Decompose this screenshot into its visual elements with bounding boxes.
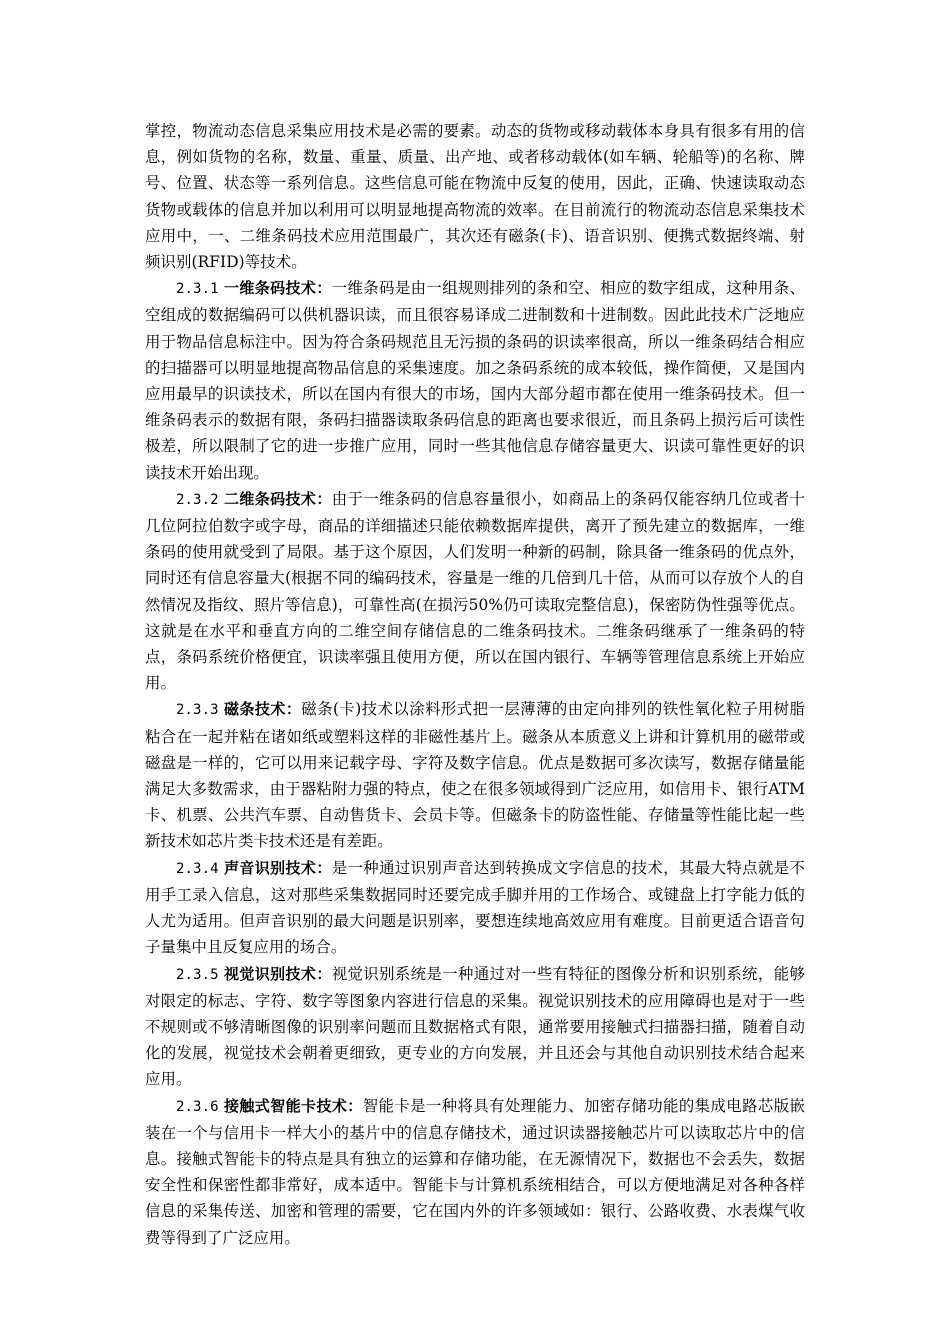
document-page [145, 118, 805, 1251]
section-2-3-5 [145, 961, 805, 1093]
intro-paragraph: 掌控，物流动态信息采集应用技术是必需的要素。动态的货物或移动载体本身具有很多有用的信息，例如货物的名称，数量、重量、质量、出产地、或者移动载体(如车辆、轮船等)的名称、牌号、位置、状态等一系列信息。这些信息可能在物流中反复的使用，因此，正确、快速读取动态货物或载体的信息并加以利用可以明显地提高物流的效率。在目前流行的物流动态信息采集技术应用中，一、二维条码技术应用范围最广，其次还有磁条(卡)、语音识别、便携式数据终端、射频识别(RFID)等技术。 [145, 122, 805, 272]
section-number: 2.3.6 [176, 1098, 219, 1115]
section-number: 2.3.3 [176, 702, 219, 719]
section-body: 由于一维条码的信息容量很小，如商品上的条码仅能容纳几位或者十几位阿拉伯数字或字母，商品的详细描述只能依赖数据库提供，离开了预先建立的数据库，一维条码的使用就受到了局限。基于这个原因，人们发明一种新的码制，除具备一维条码的优点外，同时还有信息容量大(根据不同的编码技术，容量是一维的几倍到几十倍，从而可以存放个人的自然情况及指纹、照片等信息)，可靠性高(在损污50%仍可读取完整信息)，保密防伪性强等优点。这就是在水平和垂直方向的二维空间存储信息的二维条码技术。二维条码继承了一维条码的特点，条码系统价格便宜，识读率强且使用方便，所以在国内银行、车辆等管理信息系统上开始应用。 [145, 489, 805, 693]
section-title: 视觉识别技术： [223, 964, 332, 983]
section-number: 2.3.1 [176, 281, 219, 298]
section-2-3-3 [145, 696, 805, 854]
section-title: 声音识别技术： [223, 858, 332, 877]
section-number: 2.3.4 [176, 860, 219, 877]
section-body: 是一种通过识别声音达到转换成文字信息的技术，其最大特点就是不用手工录入信息，这对那些采集数据同时还要完成手脚并用的工作场合、或键盘上打字能力低的人尤为适用。但声音识别的最大问题是识别率，要想连续地高效应用有难度。目前更适合语音句子量集中且反复应用的场合。 [145, 858, 805, 957]
section-body: 智能卡是一种将具有处理能力、加密存储功能的集成电路芯版嵌装在一个与信用卡一样大小的基片中的信息存储技术，通过识读器接触芯片可以读取芯片中的信息。接触式智能卡的特点是具有独立的运算和存储功能，在无源情况下，数据也不会丢失，数据安全性和保密性都非常好，成本适中。智能卡与计算机系统相结合，可以方便地满足对各种各样信息的采集传送、加密和管理的需要，它在国内外的许多领域如：银行、公路收费、水表煤气收费等得到了广泛应用。 [145, 1096, 805, 1247]
section-title: 磁条技术： [224, 700, 302, 719]
section-body: 视觉识别系统是一种通过对一些有特征的图像分析和识别系统，能够对限定的标志、字符、数字等图象内容进行信息的采集。视觉识别技术的应用障碍也是对于一些不规则或不够清晰图像的识别率问题而且数据格式有限，通常要用接触式扫描器扫描，随着自动化的发展，视觉技术会朝着更细致，更专业的方向发展，并且还会与其他自动识别技术结合起来应用。 [145, 964, 805, 1089]
section-2-3-1 [145, 275, 805, 486]
section-title: 二维条码技术： [223, 489, 332, 508]
section-title: 接触式智能卡技术： [223, 1096, 363, 1115]
section-body: 磁条(卡)技术以涂料形式把一层薄薄的由定向排列的铁性氧化粒子用树脂粘合在一起并粘在诸如纸或塑料这样的非磁性基片上。磁条从本质意义上讲和计算机用的磁带或磁盘是一样的，它可以用来记载字母、字符及数字信息。优点是数据可多次读写，数据存储量能满足大多数需求，由于器粘附力强的特点，使之在很多领域得到广泛应用，如信用卡、银行ATM卡、机票、公共汽车票、自动售货卡、会员卡等。但磁条卡的防盗性能、存储量等性能比起一些新技术如芯片类卡技术还是有差距。 [145, 700, 805, 851]
section-2-3-4 [145, 855, 805, 961]
section-body: 一维条码是由一组规则排列的条和空、相应的数字组成，这种用条、空组成的数据编码可以供机器识读，而且很容易译成二进制数和十进制数。因此此技术广泛地应用于物品信息标注中。因为符合条码规范且无污损的条码的识读率很高，所以一维条码结合相应的扫描器可以明显地提高物品信息的采集速度。加之条码系统的成本较低，操作简便，又是国内应用最早的识读技术，所以在国内有很大的市场，国内大部分超市都在使用一维条码技术。但一维条码表示的数据有限，条码扫描器读取条码信息的距离也要求很近，而且条码上损污后可读性极差，所以限制了它的进一步推广应用，同时一些其他信息存储容量更大、识读可靠性更好的识读技术开始出现。 [145, 279, 805, 482]
section-number: 2.3.2 [176, 491, 219, 508]
section-2-3-2 [145, 486, 805, 697]
section-title: 一维条码技术： [223, 279, 332, 298]
section-number: 2.3.5 [176, 966, 219, 983]
section-2-3-6 [145, 1093, 805, 1251]
